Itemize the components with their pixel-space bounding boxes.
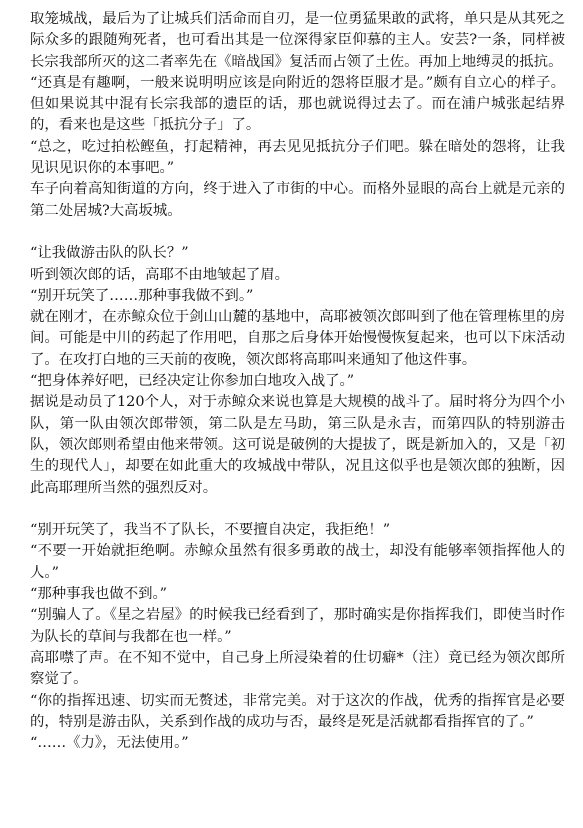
document-page xyxy=(30,9,565,754)
paragraph: 车子向着高知街道的方向，终于进入了市街的中心。而格外显眼的高台上就是元亲的第二处居城?大高坂城。 xyxy=(30,181,565,219)
paragraph: 听到领次郎的话，高耶不由地皱起了眉。 xyxy=(30,266,290,283)
paragraph: 高耶噤了声。在不知不觉中，自己身上所浸染着的仕切癖*（注）竟已经为领次郎所察觉了。 xyxy=(30,649,565,688)
paragraph: “你的指挥迅速、切实而无赘述，非常完美。对于这次的作战，优秀的指挥官是必要的，特别是游击队，关系到作战的成功与否，最终是死是活就都看指挥官的了。” xyxy=(30,692,565,730)
paragraph: “把身体养好吧，已经决定让你参加白地攻入战了。” xyxy=(30,373,355,390)
paragraph-gap xyxy=(30,222,565,243)
paragraph: 就在刚才，在赤鲸众位于剑山山麓的基地中，高耶被领次郎叫到了他在管理栋里的房间。可能是中川的药起了作用吧，自那之后身体开始慢慢恢复起来，也可以下床活动了。在攻打白地的三天前的夜晚，领次郎将高耶叫来通知了他这件事。 xyxy=(30,309,565,368)
paragraph: “不要一开始就拒绝啊。赤鲸众虽然有很多勇敢的战士，却没有能够率领指挥他人的人。” xyxy=(30,543,565,581)
paragraph: “让我做游击队的队长？” xyxy=(30,245,189,262)
paragraph: “那种事我也做不到。” xyxy=(30,586,168,603)
paragraph: 取笼城战，最后为了让城兵们活命而自刃，是一位勇猛果敢的武将，单只是从其死之际众多的跟随殉死者，也可看出其是一位深得家臣仰慕的主人。安芸?一条，同样被长宗我部所灭的这二者率先在《暗战国》复活而占领了土佐。再加上地缚灵的抵抗。 xyxy=(30,11,565,70)
paragraph: “……《力》，无法使用。” xyxy=(30,735,189,752)
paragraph: “总之，吃过拍松鲣鱼，打起精神，再去见见抵抗分子们吧。躲在暗处的怨将，让我见识见识你的本事吧。” xyxy=(30,138,565,177)
paragraph: “别开玩笑了……那种事我做不到。” xyxy=(30,287,254,304)
paragraph: “别开玩笑了，我当不了队长，不要擅自决定，我拒绝！” xyxy=(30,522,391,539)
paragraph-gap xyxy=(30,499,565,520)
paragraph: 据说是动员了120个人，对于赤鲸众来说也算是大规模的战斗了。届时将分为四个小队，第一队由领次郎带领，第二队是左马助，第三队是永吉，而第四队的特别游击队，领次郎则希望由他来带领。这可说是破例的大提拔了，既是新加入的，又是「初生的现代人」，却要在如此重大的攻城战中带队，况且这似乎也是领次郎的独断，因此高耶理所当然的强烈反对。 xyxy=(30,394,565,496)
paragraph: “别骗人了。《星之岩屋》的时候我已经看到了，那时确实是你指挥我们，即使当时作为队长的草间与我都在也一样。” xyxy=(30,607,565,645)
paragraph: “还真是有趣啊，一般来说明明应该是向附近的怨将臣服才是。”颇有自立心的样子。但如果说其中混有长宗我部的遗臣的话，那也就说得过去了。而在浦户城张起结界的，看来也是这些「抵抗分子」了。 xyxy=(30,74,565,134)
